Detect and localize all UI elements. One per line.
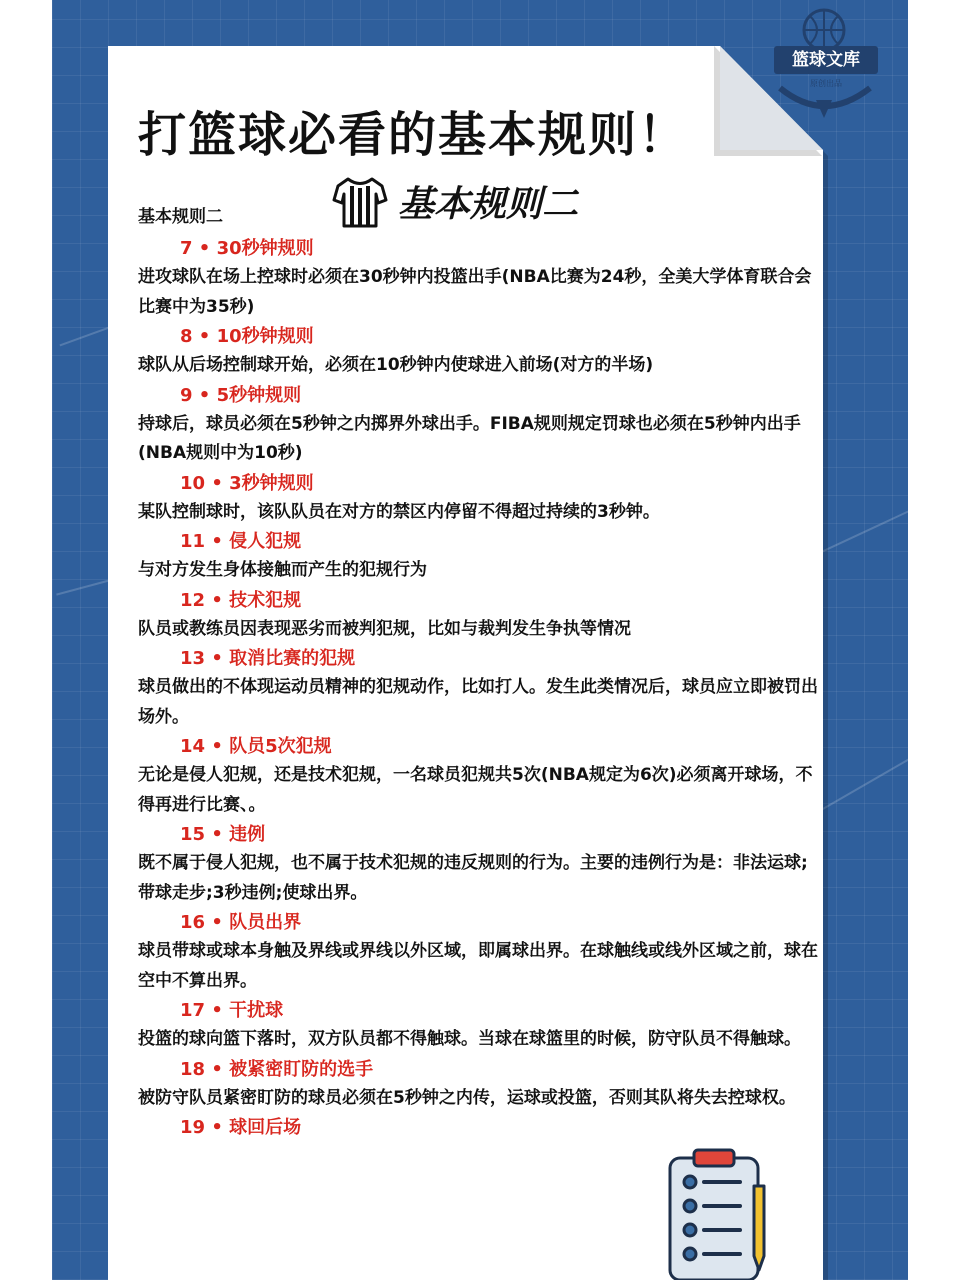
intro-label: 基本规则二 (138, 207, 223, 227)
rule-description: 进攻球队在场上控球时必须在30秒钟内投篮出手(NBA比赛为24秒，全美大学体育联合会比赛中为35秒) (138, 267, 812, 317)
rule-description: 球队从后场控制球开始，必须在10秒钟内使球进入前场(对方的半场) (138, 355, 654, 375)
rule-heading: 7 • 30秒钟规则 (180, 238, 314, 259)
rule-description: 某队控制球时，该队队员在对方的禁区内停留不得超过持续的3秒钟。 (138, 501, 660, 522)
rule-description: 与对方发生身体接触而产生的犯规行为 (138, 560, 427, 580)
rule-heading: 15 • 违例 (180, 824, 266, 845)
logo-title: 篮球文库 (774, 46, 878, 74)
rules-content (138, 200, 818, 1142)
rule-heading: 16 • 队员出界 (180, 912, 302, 933)
rule-heading: 12 • 技术犯规 (180, 589, 302, 611)
rule-description: 队员或教练员因表现恶劣而被判犯规，比如与裁判发生争执等情况 (138, 618, 631, 639)
rule-heading: 19 • 球回后场 (180, 1117, 302, 1138)
rule-description: 被防守队员紧密盯防的球员必须在5秒钟之内传，运球或投篮，否则其队将失去控球权。 (138, 1087, 796, 1108)
rule-description: 无论是侵人犯规，还是技术犯规，一名球员犯规共5次(NBA规定为6次)必须离开球场，不得再进行比赛、。 (138, 765, 813, 815)
section-subtitle: 基本规则二 (398, 184, 579, 225)
rule-heading: 17 • 干扰球 (180, 1000, 284, 1021)
rule-description: 投篮的球向篮下落时，双方队员都不得触球。当球在球篮里的时候，防守队员不得触球。 (138, 1029, 801, 1049)
rule-heading: 10 • 3秒钟规则 (180, 472, 314, 494)
logo-subtitle: 原创出品 (810, 79, 842, 88)
rule-heading: 13 • 取消比赛的犯规 (180, 648, 356, 669)
rule-heading: 18 • 被紧密盯防的选手 (180, 1058, 374, 1080)
rule-heading: 14 • 队员5次犯规 (180, 736, 332, 757)
rule-description: 球员做出的不体现运动员精神的犯规动作，比如打人。发生此类情况后，球员应立即被罚出场外。 (138, 677, 818, 727)
rule-description: 既不属于侵人犯规，也不属于技术犯规的违反规则的行为。主要的违例行为是：非法运球;带球走步;3秒违例;使球出界。 (138, 853, 808, 903)
rule-description: 球员带球或球本身触及界线或界线以外区域，即属球出界。在球触线或线外区域之前，球在空中不算出界。 (138, 941, 818, 991)
rule-heading: 8 • 10秒钟规则 (180, 326, 314, 347)
rule-description: 持球后，球员必须在5秒钟之内掷界外球出手。FIBA规则规定罚球也必须在5秒钟内出手(NBA规则中为10秒) (138, 413, 801, 463)
rule-heading: 9 • 5秒钟规则 (180, 384, 302, 406)
page-title: 打篮球必看的基本规则！ (138, 107, 689, 163)
rule-heading: 11 • 侵人犯规 (180, 531, 302, 552)
checklist-clipboard-icon (662, 1148, 782, 1280)
rules-list (138, 234, 818, 1142)
